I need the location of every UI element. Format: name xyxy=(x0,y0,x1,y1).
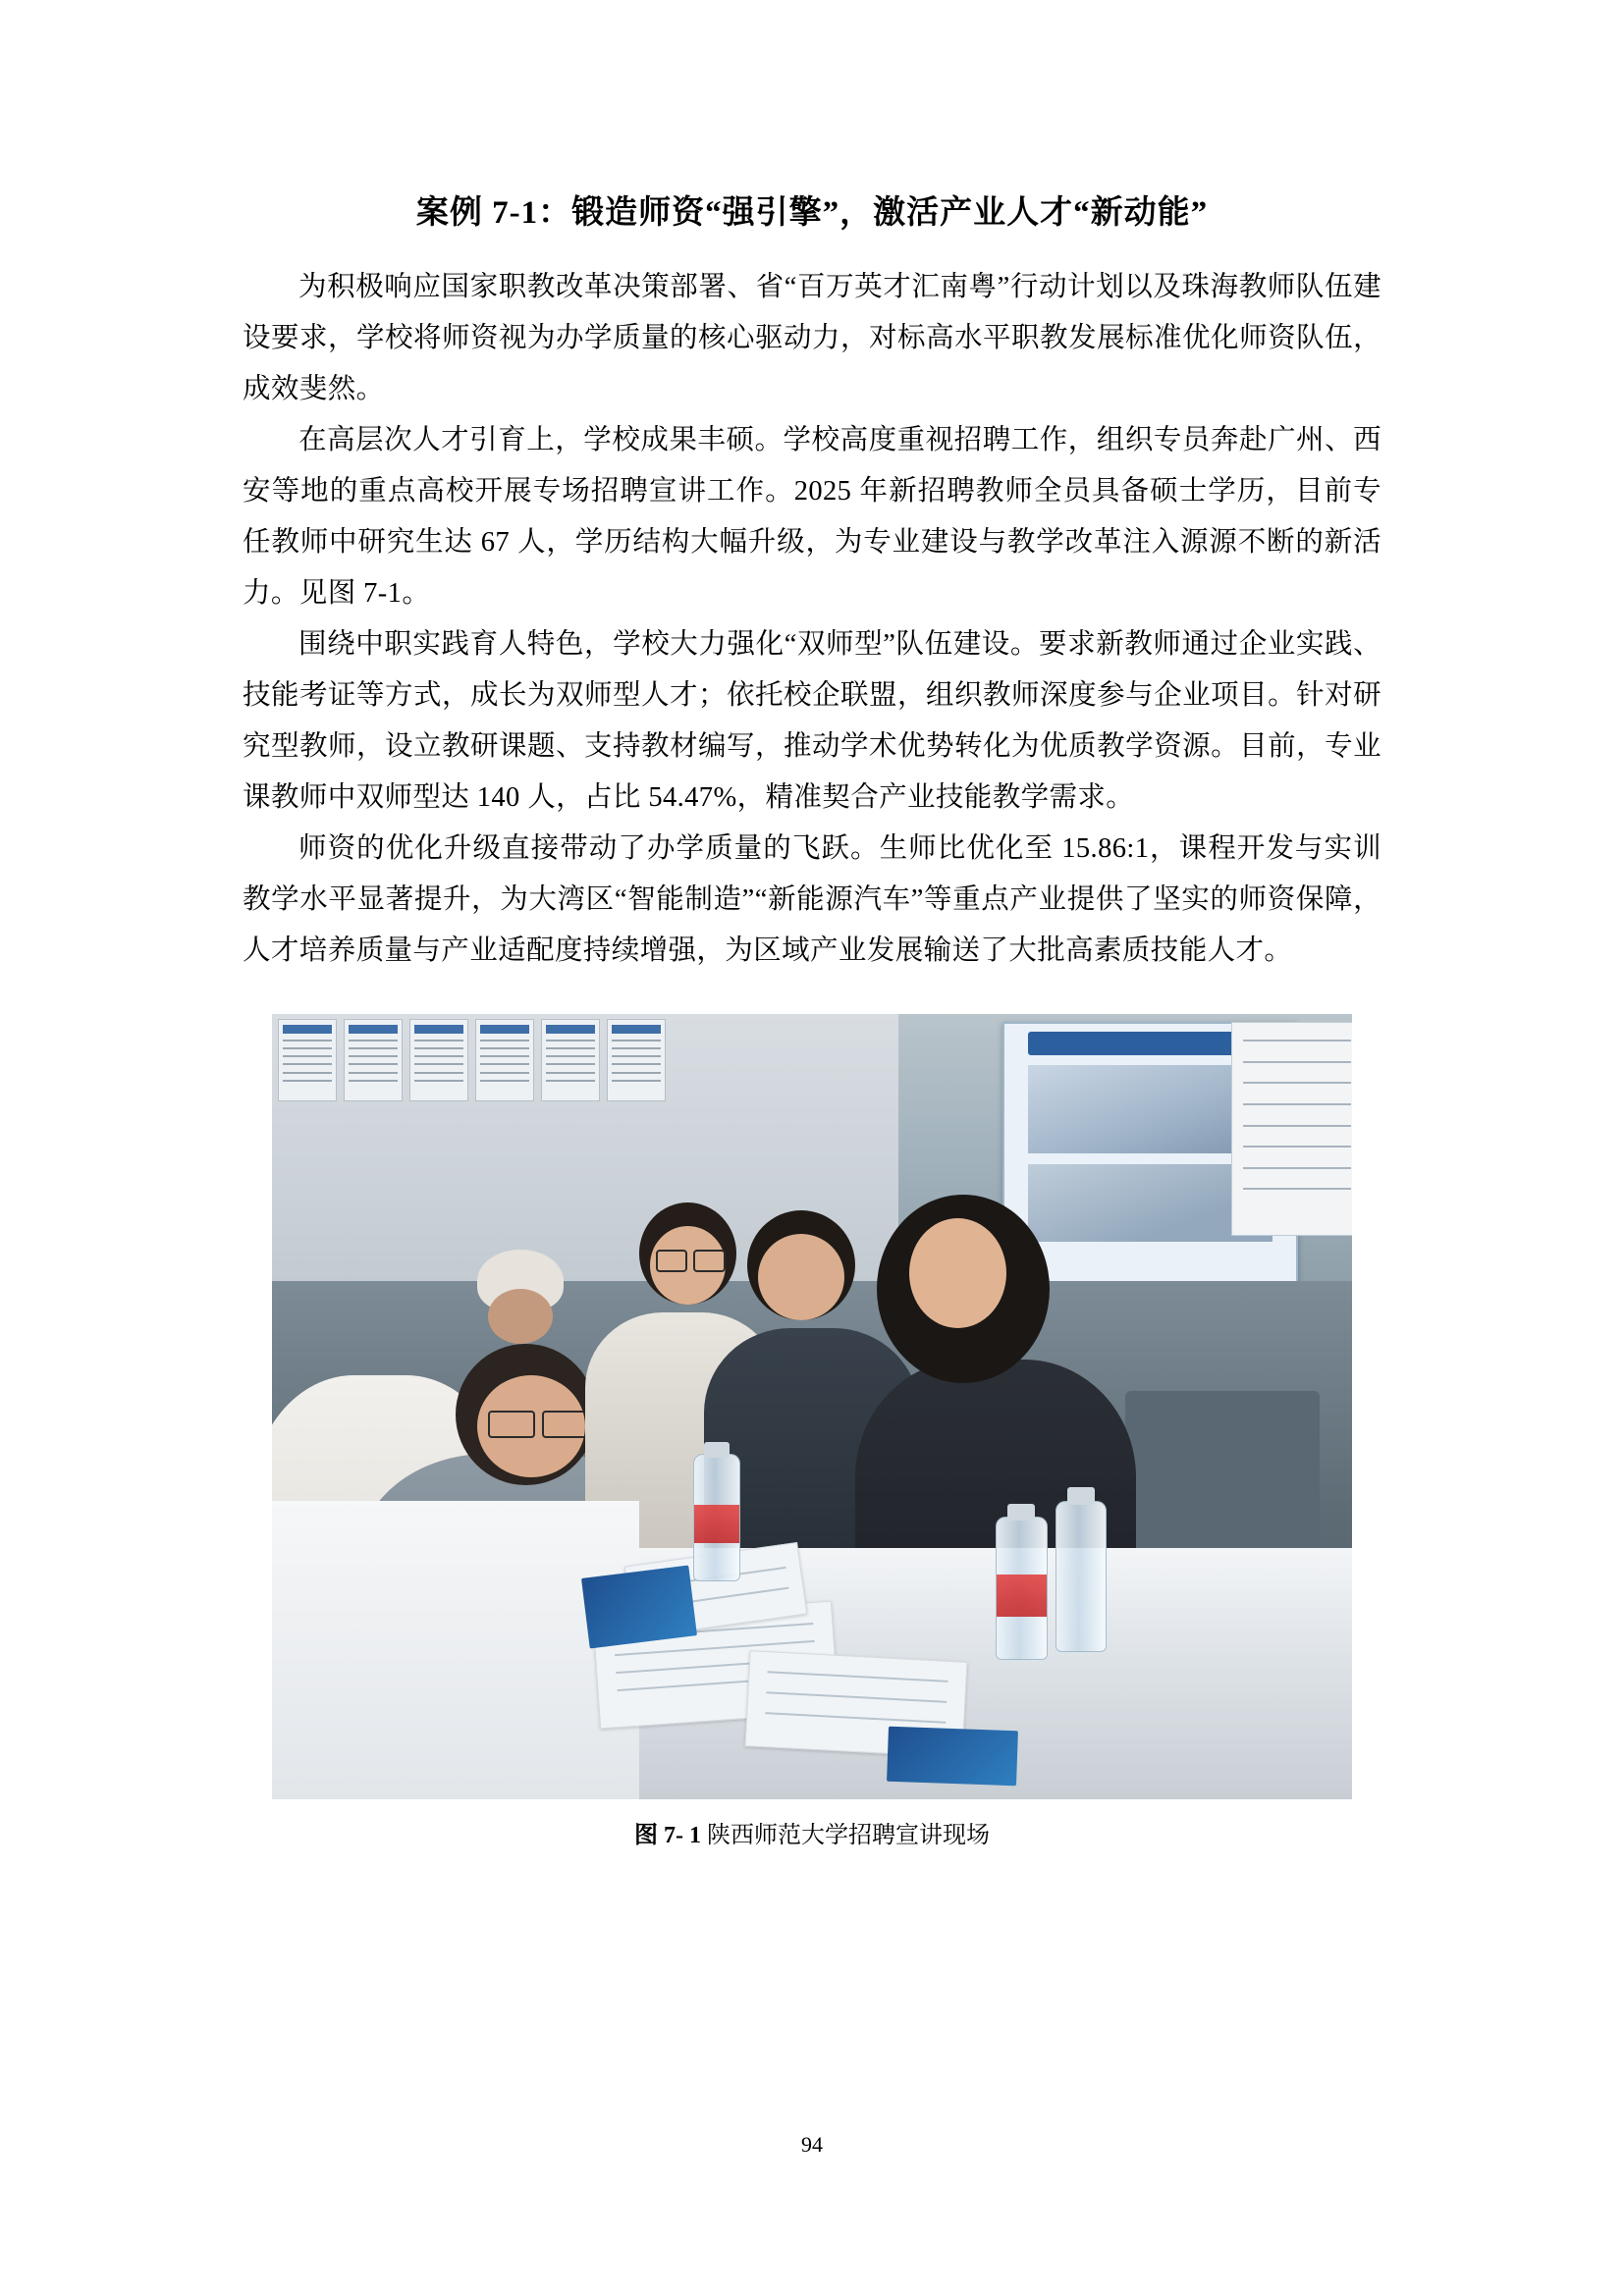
photo-person-head xyxy=(488,1289,553,1344)
body-paragraph-4: 师资的优化升级直接带动了办学质量的飞跃。生师比优化至 15.86:1，课程开发与实训教学水平显著提升，为大湾区“智能制造”“新能源汽车”等重点产业提供了坚实的师资保障，人才培养质量与产业适配度持续增强，为区域产业发展输送了大批高素质技能人才。 xyxy=(243,833,1381,966)
figure-block xyxy=(243,1014,1381,1849)
body-paragraph-3: 围绕中职实践育人特色，学校大力强化“双师型”队伍建设。要求新教师通过企业实践、技能考证等方式，成长为双师型人才；依托校企联盟，组织教师深度参与企业项目。针对研究型教师，设立教研课题、支持教材编写，推动学术优势转化为优质教学资源。目前，专业课教师中双师型达 140 人，占比 54.47%，精准契合产业技能教学需求。 xyxy=(243,629,1381,813)
photo-board xyxy=(278,1019,336,1101)
figure-caption xyxy=(634,1815,990,1849)
photo-brochure xyxy=(581,1566,697,1649)
photo-board-header xyxy=(546,1025,596,1035)
photo-glasses xyxy=(693,1250,726,1272)
photo-board-header xyxy=(349,1025,399,1035)
figure-image xyxy=(272,1014,1352,1799)
photo-water-bottle xyxy=(996,1517,1048,1660)
photo-bottle-cap xyxy=(1067,1487,1095,1505)
photo-brochure xyxy=(887,1727,1018,1787)
page-title: 案例 7-1：锻造师资“强引擎”，激活产业人才“新动能” xyxy=(415,195,1209,231)
photo-water-bottle xyxy=(693,1454,740,1581)
photo-bottle-cap xyxy=(704,1442,730,1457)
body-paragraph-1: 为积极响应国家职教改革决策部署、省“百万英才汇南粤”行动计划以及珠海教师队伍建设要求，学校将师资视为办学质量的核心驱动力，对标高水平职教发展标准优化师资队伍，成效斐然。 xyxy=(243,272,1381,404)
photo-glasses xyxy=(488,1411,535,1438)
photo-bottle-cap xyxy=(1007,1504,1035,1521)
photo-jobs-poster xyxy=(1231,1022,1352,1236)
photo-board xyxy=(344,1019,402,1101)
photo-board xyxy=(541,1019,599,1101)
photo-bottle-label xyxy=(694,1505,739,1542)
photo-person-head xyxy=(758,1234,844,1320)
photo-board xyxy=(475,1019,533,1101)
photo-bottle-label xyxy=(997,1575,1047,1617)
photo-board xyxy=(607,1019,665,1101)
page-number: 94 xyxy=(801,2132,823,2157)
photo-glasses xyxy=(656,1250,688,1272)
figure-caption-label: 图 7- 1 xyxy=(634,1823,701,1848)
photo-board xyxy=(409,1019,467,1101)
page-content xyxy=(243,187,1381,1849)
photo-water-bottle xyxy=(1056,1501,1108,1652)
photo-tablecloth xyxy=(272,1501,639,1799)
photo-board-header xyxy=(283,1025,333,1035)
figure-caption-text: 陕西师范大学招聘宣讲现场 xyxy=(707,1823,990,1848)
photo-board-header xyxy=(612,1025,662,1035)
photo-board-header xyxy=(480,1025,530,1035)
photo-person-head xyxy=(909,1218,1006,1328)
photo-board-header xyxy=(414,1025,464,1035)
body-paragraph-2: 在高层次人才引育上，学校成果丰硕。学校高度重视招聘工作，组织专员奔赴广州、西安等地的重点高校开展专场招聘宣讲工作。2025 年新招聘教师全员具备硕士学历，目前专任教师中研究生达 67 人，学历结构大幅升级，为专业建设与教学改革注入源源不断的新活力。见图 7-1。 xyxy=(243,425,1381,609)
photo-glasses xyxy=(542,1411,589,1438)
